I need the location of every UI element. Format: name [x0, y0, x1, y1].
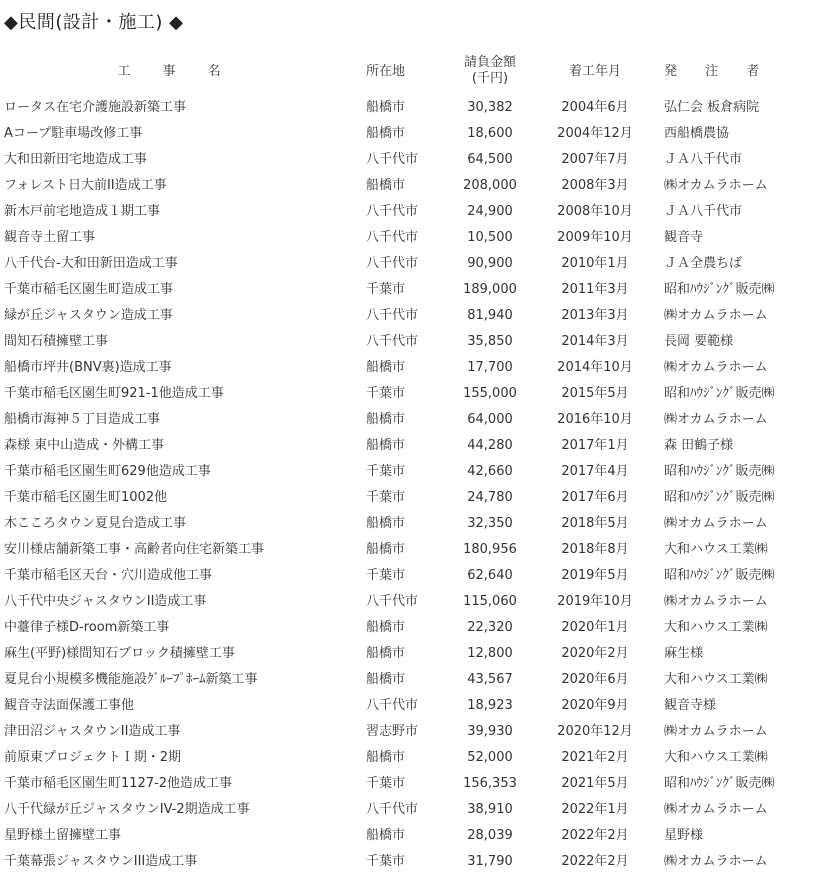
project-client: ㈱オカムラホーム	[664, 724, 768, 739]
project-client: 大和ハウス工業㈱	[664, 542, 768, 557]
project-name: ロータス在宅介護施設新築工事	[4, 100, 187, 115]
project-location: 八千代市	[366, 698, 419, 713]
project-amount: 90,900	[467, 256, 513, 271]
table-row	[0, 381, 814, 407]
project-client: 昭和ﾊｳｼﾞﾝｸﾞ販売㈱	[664, 386, 775, 401]
project-start-date: 2015年5月	[561, 386, 629, 401]
table-row	[0, 693, 814, 719]
project-client: ㈱オカムラホーム	[664, 594, 768, 609]
project-location: 八千代市	[366, 152, 419, 167]
project-location: 八千代市	[366, 256, 419, 271]
project-location: 船橋市	[366, 126, 406, 141]
project-start-date: 2021年5月	[561, 776, 629, 791]
project-start-date: 2008年3月	[561, 178, 629, 193]
project-client: ㈱オカムラホーム	[664, 516, 768, 531]
table-row	[0, 199, 814, 225]
table-row	[0, 355, 814, 381]
project-amount: 43,567	[467, 672, 513, 687]
project-start-date: 2007年7月	[561, 152, 629, 167]
table-row	[0, 511, 814, 537]
project-amount: 44,280	[467, 438, 513, 453]
project-name: 観音寺土留工事	[4, 230, 96, 245]
project-client: ㈱オカムラホーム	[664, 360, 768, 375]
project-name: 船橋市海神５丁目造成工事	[4, 412, 161, 427]
project-name: 津田沼ジャスタウンII造成工事	[4, 724, 181, 739]
project-start-date: 2018年8月	[561, 542, 629, 557]
project-start-date: 2011年3月	[561, 282, 629, 297]
project-location: 船橋市	[366, 412, 406, 427]
table-row	[0, 485, 814, 511]
project-name: 千葉幕張ジャスタウンIII造成工事	[4, 854, 198, 869]
table-row	[0, 225, 814, 251]
column-header-amount	[449, 55, 531, 87]
project-client: 星野様	[664, 828, 704, 843]
project-location: 船橋市	[366, 360, 406, 375]
project-amount: 30,382	[467, 100, 513, 115]
table-row	[0, 667, 814, 693]
project-location: 船橋市	[366, 750, 406, 765]
project-client: 昭和ﾊｳｼﾞﾝｸﾞ販売㈱	[664, 282, 775, 297]
project-start-date: 2018年5月	[561, 516, 629, 531]
project-amount: 24,900	[467, 204, 513, 219]
project-name: 緑が丘ジャスタウン造成工事	[4, 308, 173, 323]
table-row	[0, 329, 814, 355]
table-row	[0, 303, 814, 329]
project-client: ＪＡ全農ちば	[664, 256, 743, 271]
project-location: 船橋市	[366, 516, 406, 531]
project-name: 麻生(平野)様間知石ブロック積擁壁工事	[4, 646, 235, 661]
project-start-date: 2008年10月	[557, 204, 633, 219]
project-location: 船橋市	[366, 620, 406, 635]
project-location: 八千代市	[366, 802, 419, 817]
project-client: 長岡 要範様	[664, 334, 734, 349]
project-amount: 42,660	[467, 464, 513, 479]
project-start-date: 2014年3月	[561, 334, 629, 349]
table-row	[0, 251, 814, 277]
table-row	[0, 849, 814, 875]
project-name: 中薹律子様D-room新築工事	[4, 620, 170, 635]
project-amount: 35,850	[467, 334, 513, 349]
project-name: 八千代台-大和田新田造成工事	[4, 256, 178, 271]
project-amount: 189,000	[463, 282, 517, 297]
table-row	[0, 407, 814, 433]
column-header-location: 所在地	[366, 64, 406, 79]
project-start-date: 2020年12月	[557, 724, 633, 739]
table-row	[0, 147, 814, 173]
table-row	[0, 433, 814, 459]
project-location: 八千代市	[366, 594, 419, 609]
project-client: 観音寺様	[664, 698, 717, 713]
project-name: 千葉市稲毛区園生町629他造成工事	[4, 464, 211, 479]
table-row	[0, 459, 814, 485]
project-location: 船橋市	[366, 828, 406, 843]
project-start-date: 2010年1月	[561, 256, 629, 271]
project-location: 八千代市	[366, 230, 419, 245]
project-location: 船橋市	[366, 542, 406, 557]
table-row	[0, 615, 814, 641]
project-name: 星野様土留擁壁工事	[4, 828, 122, 843]
project-start-date: 2022年1月	[561, 802, 629, 817]
project-start-date: 2013年3月	[561, 308, 629, 323]
project-start-date: 2017年1月	[561, 438, 629, 453]
project-start-date: 2020年9月	[561, 698, 629, 713]
project-start-date: 2020年6月	[561, 672, 629, 687]
project-start-date: 2014年10月	[557, 360, 633, 375]
table-row	[0, 745, 814, 771]
project-client: 観音寺	[664, 230, 704, 245]
project-client: ＪＡ八千代市	[664, 204, 743, 219]
table-row	[0, 797, 814, 823]
project-location: 八千代市	[366, 308, 419, 323]
project-name: 夏見台小規模多機能施設ｸﾞﾙｰﾌﾟﾎｰﾑ新築工事	[4, 672, 258, 687]
column-header-client: 発 注 者	[664, 64, 772, 79]
project-client: 昭和ﾊｳｼﾞﾝｸﾞ販売㈱	[664, 568, 775, 583]
project-client: ㈱オカムラホーム	[664, 178, 768, 193]
project-client: ㈱オカムラホーム	[664, 308, 768, 323]
project-name: 観音寺法面保護工事他	[4, 698, 135, 713]
project-amount: 64,500	[467, 152, 513, 167]
project-client: 大和ハウス工業㈱	[664, 750, 768, 765]
project-location: 船橋市	[366, 178, 406, 193]
project-name: 千葉市稲毛区園生町造成工事	[4, 282, 174, 297]
table-row	[0, 589, 814, 615]
project-amount: 156,353	[463, 776, 517, 791]
project-amount: 12,800	[467, 646, 513, 661]
project-location: 千葉市	[366, 776, 406, 791]
project-name: 木こころタウン夏見台造成工事	[4, 516, 187, 531]
column-header-amount-label: 請負金額	[463, 55, 516, 70]
project-name: 新木戸前宅地造成１期工事	[4, 204, 161, 219]
project-name: Aコープ駐車場改修工事	[4, 126, 143, 141]
project-client: ㈱オカムラホーム	[664, 854, 768, 869]
project-client: 弘仁会 板倉病院	[664, 100, 760, 115]
project-location: 習志野市	[366, 724, 419, 739]
project-name: 千葉市稲毛区園生町921-1他造成工事	[4, 386, 224, 401]
project-start-date: 2004年6月	[561, 100, 629, 115]
project-name: 千葉市稲毛区天台・穴川造成他工事	[4, 568, 213, 583]
project-start-date: 2017年6月	[561, 490, 629, 505]
project-name: 船橋市坪井(BNV裏)造成工事	[4, 360, 172, 375]
project-amount: 31,790	[467, 854, 513, 869]
table-row	[0, 121, 814, 147]
project-location: 船橋市	[366, 438, 406, 453]
project-start-date: 2009年10月	[557, 230, 633, 245]
project-name: 森様 東中山造成・外構工事	[4, 438, 165, 453]
project-amount: 10,500	[467, 230, 513, 245]
project-amount: 81,940	[467, 308, 513, 323]
project-amount: 24,780	[467, 490, 513, 505]
table-row	[0, 95, 814, 121]
project-location: 千葉市	[366, 854, 406, 869]
project-location: 船橋市	[366, 646, 406, 661]
project-location: 船橋市	[366, 672, 406, 687]
project-name: 間知石積擁壁工事	[4, 334, 109, 349]
project-location: 千葉市	[366, 464, 406, 479]
project-location: 八千代市	[366, 334, 419, 349]
project-location: 千葉市	[366, 490, 406, 505]
project-client: 昭和ﾊｳｼﾞﾝｸﾞ販売㈱	[664, 464, 775, 479]
project-amount: 208,000	[463, 178, 517, 193]
project-client: 昭和ﾊｳｼﾞﾝｸﾞ販売㈱	[664, 490, 775, 505]
project-amount: 17,700	[467, 360, 513, 375]
project-client: ＪＡ八千代市	[664, 152, 743, 167]
project-location: 八千代市	[366, 204, 419, 219]
project-client: 西船橋農協	[664, 126, 730, 141]
project-name: 八千代中央ジャスタウンII造成工事	[4, 594, 207, 609]
project-name: 前原東プロジェクトＩ期・2期	[4, 750, 182, 765]
table-row	[0, 563, 814, 589]
project-client: 麻生様	[664, 646, 704, 661]
project-amount: 22,320	[467, 620, 513, 635]
project-name: 千葉市稲毛区園生町1127-2他造成工事	[4, 776, 233, 791]
table-row	[0, 277, 814, 303]
project-start-date: 2016年10月	[557, 412, 633, 427]
project-amount: 115,060	[463, 594, 517, 609]
project-start-date: 2020年2月	[561, 646, 629, 661]
project-start-date: 2019年10月	[557, 594, 633, 609]
project-amount: 155,000	[463, 386, 517, 401]
project-amount: 39,930	[467, 724, 513, 739]
project-name: 大和田新田宅地造成工事	[4, 152, 148, 167]
project-location: 千葉市	[366, 386, 406, 401]
section-heading: ◆民間(設計・施工) ◆	[4, 12, 184, 33]
project-client: 森 田鶴子様	[664, 438, 734, 453]
column-header-amount-unit: (千円)	[471, 71, 509, 86]
project-location: 千葉市	[366, 282, 406, 297]
project-amount: 18,923	[467, 698, 513, 713]
project-amount: 38,910	[467, 802, 513, 817]
project-amount: 18,600	[467, 126, 513, 141]
project-start-date: 2022年2月	[561, 854, 629, 869]
project-client: 昭和ﾊｳｼﾞﾝｸﾞ販売㈱	[664, 776, 775, 791]
project-client: ㈱オカムラホーム	[664, 412, 768, 427]
project-name: 千葉市稲毛区園生町1002他	[4, 490, 168, 505]
table-row	[0, 537, 814, 563]
project-amount: 32,350	[467, 516, 513, 531]
column-header-start-date: 着工年月	[568, 64, 621, 79]
project-client: 大和ハウス工業㈱	[664, 620, 768, 635]
project-name: 安川様店舗新築工事・高齢者向住宅新築工事	[4, 542, 265, 557]
project-start-date: 2021年2月	[561, 750, 629, 765]
project-name: 八千代緑が丘ジャスタウンIV-2期造成工事	[4, 802, 250, 817]
project-start-date: 2019年5月	[561, 568, 629, 583]
table-row	[0, 719, 814, 745]
table-row	[0, 823, 814, 849]
project-amount: 62,640	[467, 568, 513, 583]
project-amount: 64,000	[467, 412, 513, 427]
project-amount: 180,956	[463, 542, 517, 557]
project-start-date: 2020年1月	[561, 620, 629, 635]
project-location: 船橋市	[366, 100, 406, 115]
table-row	[0, 641, 814, 667]
table-row	[0, 771, 814, 797]
project-location: 千葉市	[366, 568, 406, 583]
project-amount: 52,000	[467, 750, 513, 765]
project-list	[0, 95, 814, 875]
column-header-project-name: 工 事 名	[117, 64, 235, 79]
project-start-date: 2022年2月	[561, 828, 629, 843]
project-start-date: 2017年4月	[561, 464, 629, 479]
table-row	[0, 173, 814, 199]
project-name: フォレスト日大前II造成工事	[4, 178, 167, 193]
project-client: 大和ハウス工業㈱	[664, 672, 768, 687]
project-start-date: 2004年12月	[557, 126, 633, 141]
project-client: ㈱オカムラホーム	[664, 802, 768, 817]
project-amount: 28,039	[467, 828, 513, 843]
